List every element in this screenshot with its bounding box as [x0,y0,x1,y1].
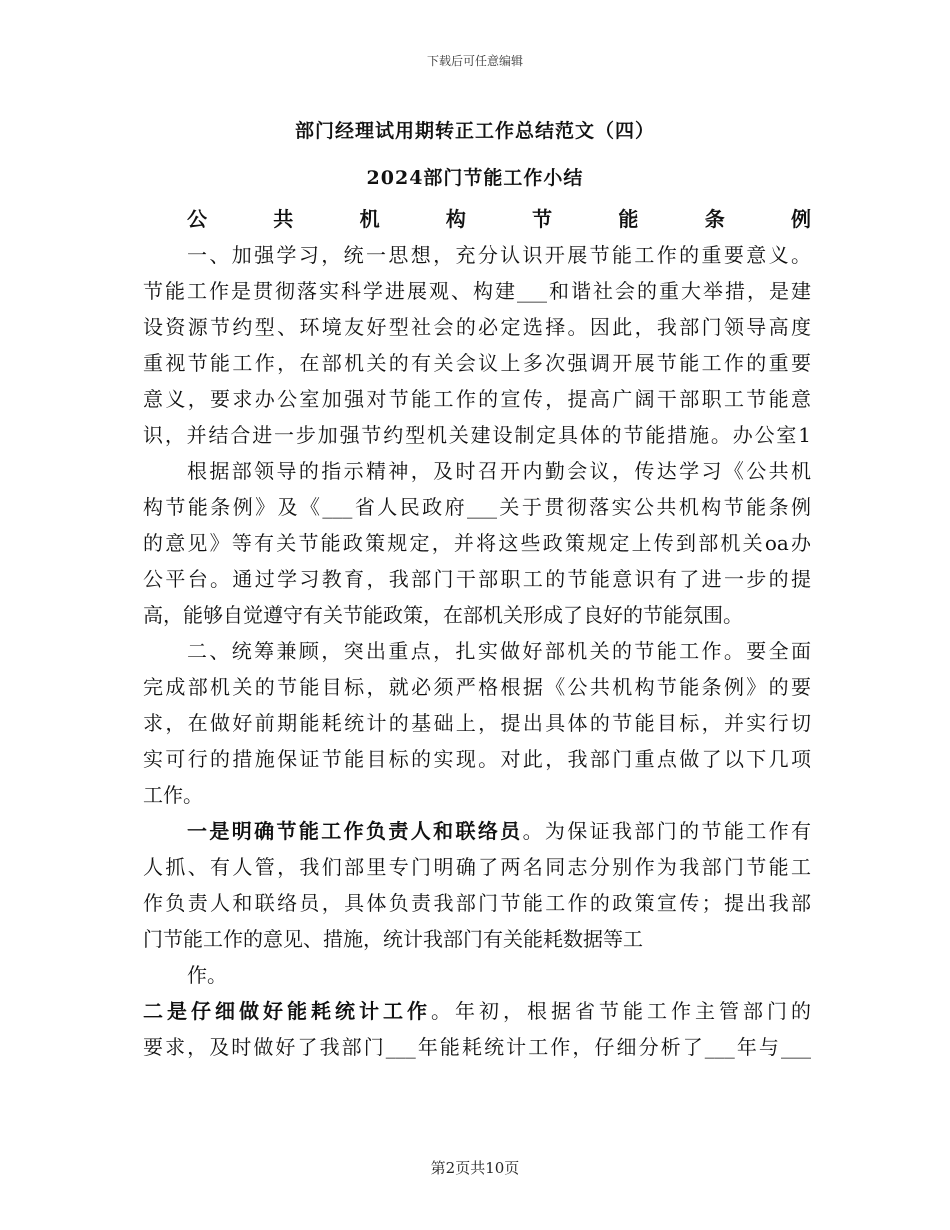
line-text: 完成部机关的节能目标，就必须严格根据《公共机构节能条例》的要 [143,675,811,699]
text-line [143,453,811,489]
text-line [143,633,811,669]
text-line [143,525,811,561]
line-text: 。年初，根据省节能工作主管部门的 [431,999,811,1023]
line-text: 意义，要求办公室加强对节能工作的宣传，提高广阔干部职工节能意 [143,387,811,411]
line-text: 门节能工作的意见、措施，统计我部门有关能耗数据等工 [143,927,643,951]
text-line [143,237,811,273]
text-line [143,705,811,741]
line-text: 设资源节约型、环境友好型社会的必定选择。因此，我部门领导高度 [143,315,811,339]
text-line [143,1029,811,1065]
text-line [143,849,811,885]
text-line [143,201,811,237]
text-line [143,417,811,453]
line-text: 识，并结合进一步加强节约型机关建设制定具体的节能措施。办公室1 [143,423,811,447]
line-text: 一、加强学习，统一思想，充分认识开展节能工作的重要意义。 [187,243,811,267]
line-text: 重视节能工作，在部机关的有关会议上多次强调开展节能工作的重要 [143,351,811,375]
line-text: 高，能够自觉遵守有关节能政策，在部机关形成了良好的节能氛围。 [143,603,743,627]
text-line [143,309,811,345]
text-line [143,777,811,813]
line-text: 。为保证我部门的节能工作有 [522,819,811,843]
text-line [143,957,811,993]
line-text: 实可行的措施保证节能目标的实现。对此，我部门重点做了以下几项 [143,747,811,771]
text-line [143,921,811,957]
text-line [143,381,811,417]
text-line [143,741,811,777]
text-line [143,345,811,381]
line-text: 人抓、有人管，我们部里专门明确了两名同志分别作为我部门节能工 [143,855,811,879]
line-text: 公平台。通过学习教育，我部门干部职工的节能意识有了进一步的提 [143,567,811,591]
line-text: 的意见》等有关节能政策规定，并将这些政策规定上传到部机关oa办 [143,531,811,555]
text-line [143,597,811,633]
bold-lead-phrase: 二是仔细做好能耗统计工作 [143,999,431,1023]
text-line [143,993,811,1029]
document-subtitle: 2024部门节能工作小结 [366,167,584,189]
text-line [143,669,811,705]
document-body [143,201,811,1065]
text-line [143,813,811,849]
line-text: 构节能条例》及《___省人民政府___关于贯彻落实公共机构节能条例 [143,495,811,519]
document-title: 部门经理试用期转正工作总结范文（四） [294,120,655,142]
line-text: 二、统筹兼顾，突出重点，扎实做好部机关的节能工作。要全面 [187,639,811,663]
line-text: 节能工作是贯彻落实科学进展观、构建___和谐社会的重大举措，是建 [143,279,811,303]
bold-lead-phrase: 一是明确节能工作负责人和联络员 [187,819,523,843]
line-text: 根据部领导的指示精神，及时召开内勤会议，传达学习《公共机 [187,459,811,483]
line-text: 作。 [187,963,227,987]
text-line [143,561,811,597]
header-note: 下载后可任意编辑 [426,54,523,68]
text-line [143,885,811,921]
text-line [143,273,811,309]
page-number-footer: 第2页共10页 [430,1159,520,1177]
line-text: 要求，及时做好了我部门___年能耗统计工作，仔细分析了___年与___ [143,1035,811,1059]
line-text: 求，在做好前期能耗统计的基础上，提出具体的节能目标，并实行切 [143,711,811,735]
text-line [143,489,811,525]
line-text: 作负责人和联络员，具体负责我部门节能工作的政策宣传；提出我部 [143,891,811,915]
line-text: 公共机构节能条例 [187,207,811,231]
line-text: 工作。 [143,783,203,807]
